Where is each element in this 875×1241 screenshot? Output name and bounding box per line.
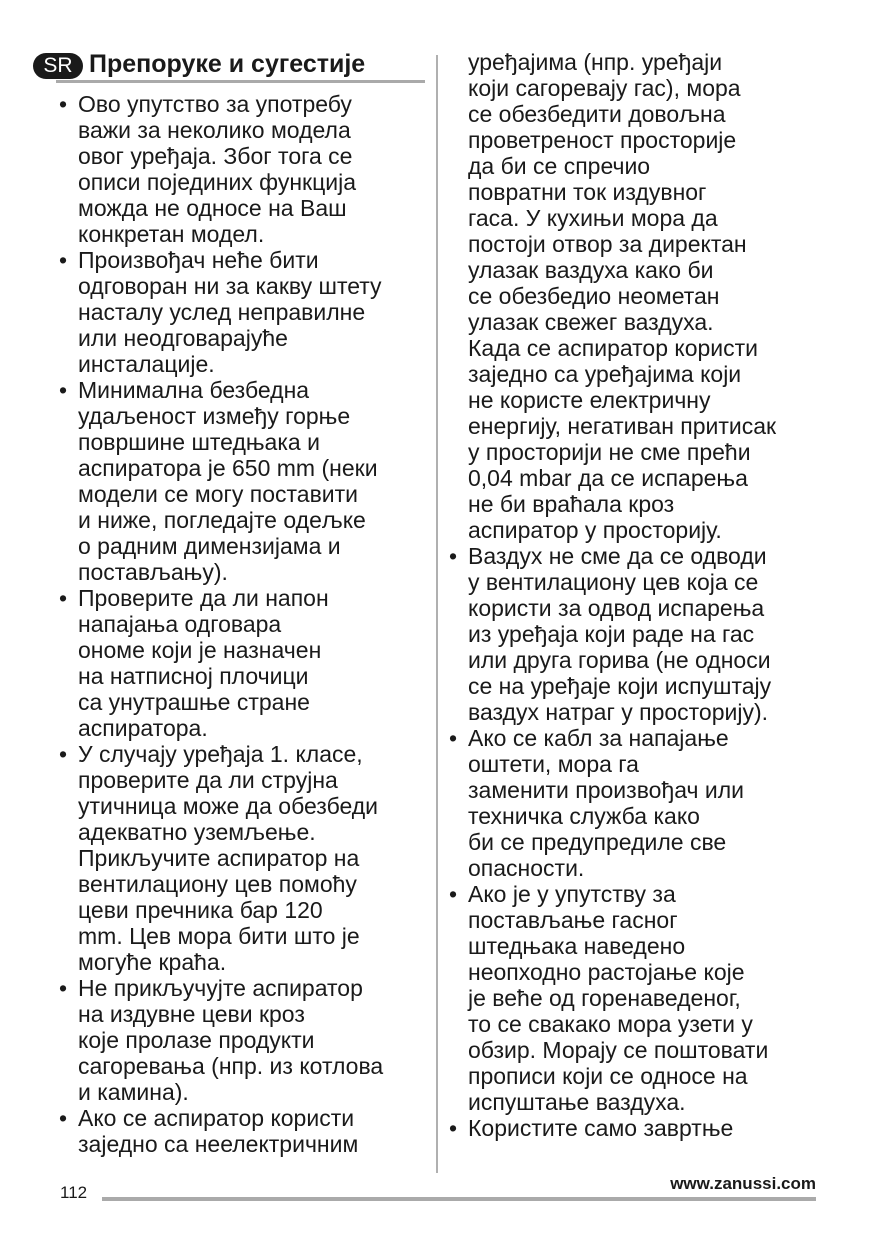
text-line: то се свакако мора узети у [468,1011,753,1037]
text-line: сагоревања (нпр. из котлова [78,1053,384,1079]
list-item [57,377,432,585]
text-line: инсталације. [78,351,215,377]
text-line: Не прикључујте аспиратор [78,975,363,1001]
text-line: гаса. У кухињи мора да [468,205,718,231]
text-line: можда не односе на Ваш [78,195,347,221]
text-line: Проверите да ли напон [78,585,329,611]
text-line: опасности. [468,855,585,881]
text-line: удаљеност између горње [78,403,351,429]
text-line: који сагоревају гас), мора [468,75,741,101]
text-line: површине штедњака и [78,429,320,455]
list-item [447,725,827,881]
text-line: Ако се кабл за напајање [468,725,729,751]
bullet-icon: • [59,91,68,117]
text-line: да би се спречио [468,153,651,179]
text-line: Прикључите аспиратор на [78,845,360,871]
text-line: у вентилациону цев која се [468,569,759,595]
text-line: могуће краћа. [78,949,227,975]
list-item [57,247,432,377]
text-line: и камина). [78,1079,189,1105]
text-line: је веће од горенаведеног, [468,985,741,1011]
text-line: Ово упутство за употребу [78,91,352,117]
text-line: у просторији не сме прећи [468,439,751,465]
website-url: www.zanussi.com [670,1174,816,1193]
column-divider [436,55,438,1173]
continued-list-item [447,49,827,543]
text-line: адекватно уземљење. [78,819,316,845]
text-line: и ниже, погледајте одељке [78,507,366,533]
bullet-icon: • [449,881,458,907]
text-line: техничка служба како [468,803,700,829]
text-line: улазак свежег ваздуха. [468,309,714,335]
text-line: постављању). [78,559,228,585]
bullet-icon: • [59,1105,68,1131]
text-line: утичница може да обезбеди [78,793,379,819]
text-line: обзир. Морају се поштовати [468,1037,769,1063]
list-item [447,543,827,725]
text-line: Користите само завртње [468,1115,734,1141]
text-line: заједно са уређајима који [468,361,742,387]
text-line: проверите да ли струјна [78,767,338,793]
text-line: mm. Цев мора бити што је [78,923,360,949]
text-line: се обезбедио неометан [468,283,720,309]
text-line: вентилациону цев помоћу [78,871,357,897]
text-line: заједно са неелектричним [78,1131,359,1157]
bullet-icon: • [449,725,458,751]
text-line: оштети, мора га [468,751,639,777]
text-line: постоји отвор за директан [468,231,747,257]
text-line: не би враћала кроз [468,491,675,517]
text-line: 0,04 mbar да се испарења [468,465,748,491]
text-line: или друга горива (не односи [468,647,771,673]
list-item [57,1105,432,1157]
text-line: Када се аспиратор користи [468,335,759,361]
right-column-list [447,49,827,1141]
text-line: штедњака наведено [468,933,686,959]
text-line: улазак ваздуха како би [468,257,714,283]
text-line: У случају уређаја 1. класе, [78,741,363,767]
text-line: енергију, негативан притисак [468,413,777,439]
title-underline [56,80,425,83]
bullet-icon: • [59,247,68,273]
text-line: на издувне цеви кроз [78,1001,305,1027]
text-line: Минимална безбедна [78,377,310,403]
text-line: постављање гасног [468,907,678,933]
text-line: би се предупредиле све [468,829,727,855]
text-line: користи за одвод испарења [468,595,765,621]
text-line: ваздух натраг у просторију). [468,699,769,725]
text-line: повратни ток издувног [468,179,707,205]
text-line: уређајима (нпр. уређаји [468,49,723,75]
text-line: заменити произвођач или [468,777,745,803]
text-line: о радним димензијама и [78,533,341,559]
bullet-icon: • [449,543,458,569]
text-line: аспиратора је 650 mm (неки [78,455,378,481]
footer-rule [102,1197,816,1201]
list-item [447,1115,827,1141]
text-line: које пролазе продукти [78,1027,315,1053]
list-item [447,881,827,1115]
text-line: не користе електричну [468,387,711,413]
bullet-icon: • [59,975,68,1001]
list-item [57,975,432,1105]
section-header [33,48,425,80]
text-line: се обезбедити довољна [468,101,726,127]
text-line: модели се могу поставити [78,481,359,507]
text-line: или неодговарајуће [78,325,288,351]
text-line: овог уређаја. Због тога се [78,143,353,169]
text-line: прописи који се односе на [468,1063,748,1089]
list-item [57,741,432,975]
text-line: испуштање ваздуха. [468,1089,686,1115]
text-line: аспиратора. [78,715,208,741]
text-line: аспиратор у просторију. [468,517,722,543]
bullet-icon: • [59,377,68,403]
text-line: насталу услед неправилне [78,299,366,325]
text-line: Ако је у упутству за [468,881,676,907]
text-line: описи појединих функција [78,169,357,195]
list-item [57,585,432,741]
list-item [57,91,432,247]
text-line: одговоран ни за какву штету [78,273,382,299]
bullet-icon: • [449,1115,458,1141]
text-line: неопходно растојање које [468,959,745,985]
text-line: важи за неколико модела [78,117,351,143]
text-line: конкретан модел. [78,221,265,247]
text-line: напајања одговара [78,611,282,637]
left-column-list [57,91,432,1157]
text-line: проветреност просторије [468,127,737,153]
bullet-icon: • [59,741,68,767]
language-badge: SR [33,53,83,79]
section-title: Препоруке и сугестије [89,50,366,78]
bullet-icon: • [59,585,68,611]
text-line: са унутрашње стране [78,689,310,715]
text-line: ономе који је назначен [78,637,322,663]
text-line: се на уређаје који испуштају [468,673,772,699]
text-line: Ако се аспиратор користи [78,1105,355,1131]
text-line: Произвођач неће бити [78,247,319,273]
text-line: Ваздух не сме да се одводи [468,543,767,569]
text-line: цеви пречника бар 120 [78,897,323,923]
text-line: из уређаја који раде на гас [468,621,755,647]
page-number: 112 [60,1183,88,1202]
text-line: на натписној плочици [78,663,309,689]
